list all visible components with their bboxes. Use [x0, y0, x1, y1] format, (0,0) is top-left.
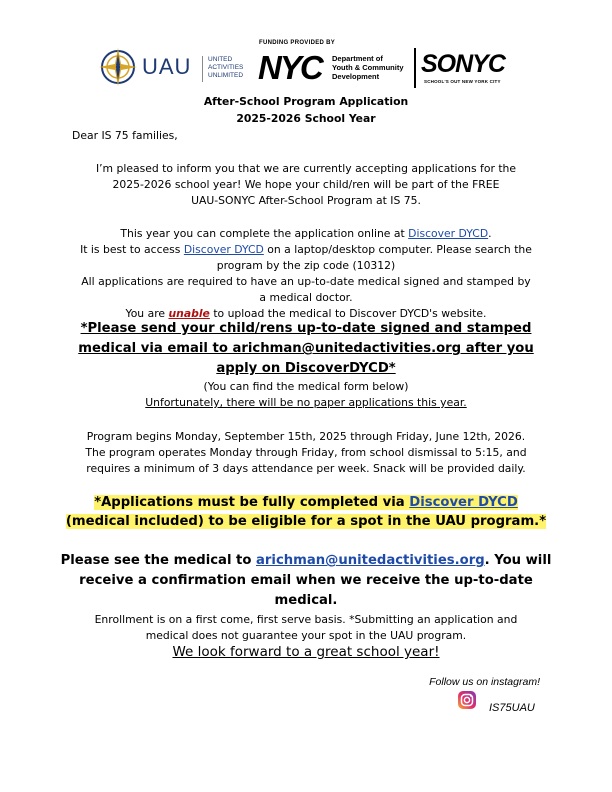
medical-notice-line: apply on DiscoverDYCD*	[216, 361, 396, 376]
funding-label: FUNDING PROVIDED BY	[259, 40, 336, 46]
program-line: Program begins Monday, September 15th, 2025 through Friday, June 12th, 2026.	[86, 430, 526, 443]
apply-text: You are	[125, 307, 169, 320]
medical-form-note: (You can find the medical form below)	[203, 380, 409, 393]
completion-line	[60, 495, 552, 510]
intro-line: UAU-SONYC After-School Program at IS 75.	[191, 194, 421, 207]
unable-emphasis: unable	[168, 307, 210, 320]
uau-sub-line: ACTIVITIES	[208, 64, 244, 71]
apply-text: on a laptop/desktop computer. Please search the	[263, 243, 532, 256]
dycd-line: Development	[332, 72, 380, 81]
completion-line	[60, 514, 552, 529]
sonyc-tagline: SCHOOL'S OUT NEW YORK CITY	[424, 79, 501, 84]
confirmation-text: Please see the medical to	[60, 553, 257, 568]
apply-text: .	[488, 227, 492, 240]
confirmation-line	[60, 553, 552, 568]
apply-line: All applications are required to have an up-to-date medical signed and stamped by	[81, 275, 531, 288]
apply-text: It is best to access	[80, 243, 184, 256]
apply-line	[60, 243, 552, 256]
apply-line: a medical doctor.	[259, 291, 353, 304]
intro-line: I’m pleased to inform you that we are currently accepting applications for the	[95, 162, 517, 175]
uau-subtitle	[208, 56, 243, 80]
discover-dycd-link[interactable]: Discover DYCD	[409, 495, 518, 510]
medical-notice-line: *Please send your child/rens up-to-date signed and stamped	[80, 321, 532, 336]
medical-notice-line: medical via email to arichman@unitedactivities.org after you	[78, 341, 534, 356]
no-paper-notice: Unfortunately, there will be no paper applications this year.	[145, 396, 467, 409]
closing-line: We look forward to a great school year!	[172, 644, 440, 660]
follow-instagram-text: Follow us on instagram!	[429, 676, 540, 688]
apply-line	[60, 227, 552, 240]
confirmation-line: medical.	[274, 593, 338, 608]
salutation: Dear IS 75 families,	[72, 129, 178, 142]
dycd-line: Youth & Community	[332, 63, 404, 72]
enrollment-line: medical does not guarantee your spot in the UAU program.	[145, 629, 467, 642]
apply-text: This year you can complete the application online at	[120, 227, 409, 240]
completion-highlight	[94, 495, 518, 510]
discover-dycd-link[interactable]: Discover DYCD	[183, 243, 264, 256]
dycd-line: Department of	[332, 54, 383, 63]
enrollment-line: Enrollment is on a first come, first serve basis. *Submitting an application and	[94, 613, 518, 626]
uau-compass-logo-icon	[98, 47, 138, 87]
dycd-logo-text	[332, 54, 404, 81]
program-line: requires a minimum of 3 days attendance per week. Snack will be provided daily.	[86, 462, 526, 475]
confirmation-line: receive a confirmation email when we receive the up-to-date	[79, 573, 533, 588]
discover-dycd-link[interactable]: Discover DYCD	[408, 227, 489, 240]
apply-text: to upload the medical to Discover DYCD's website.	[209, 307, 487, 320]
uau-logo-text: UAU	[142, 54, 192, 79]
email-link[interactable]: arichman@unitedactivities.org	[256, 553, 485, 568]
completion-text: *Applications must be fully completed via	[94, 495, 410, 510]
doc-title: After-School Program Application	[203, 95, 409, 108]
confirmation-text: . You will	[484, 553, 552, 568]
uau-sub-line: UNITED	[208, 56, 233, 63]
program-line: The program operates Monday through Friday, from school dismissal to 5:15, and	[85, 446, 527, 459]
logo-header	[98, 36, 518, 102]
apply-line: program by the zip code (10312)	[216, 259, 396, 272]
sonyc-logo-text: SONYC	[421, 50, 505, 78]
instagram-handle[interactable]: IS75UAU	[489, 702, 535, 714]
intro-line: 2025-2026 school year! We hope your child/ren will be part of the FREE	[112, 178, 500, 191]
uau-sub-line: UNLIMITED	[208, 72, 244, 79]
instagram-icon[interactable]	[457, 690, 477, 710]
doc-subtitle: 2025-2026 School Year	[236, 112, 376, 125]
completion-highlight: (medical included) to be eligible for a spot in the UAU program.*	[65, 514, 547, 529]
uau-divider	[202, 56, 203, 82]
nyc-logo-text: NYC	[258, 49, 322, 86]
logo-divider	[414, 48, 416, 88]
apply-line	[60, 307, 552, 320]
